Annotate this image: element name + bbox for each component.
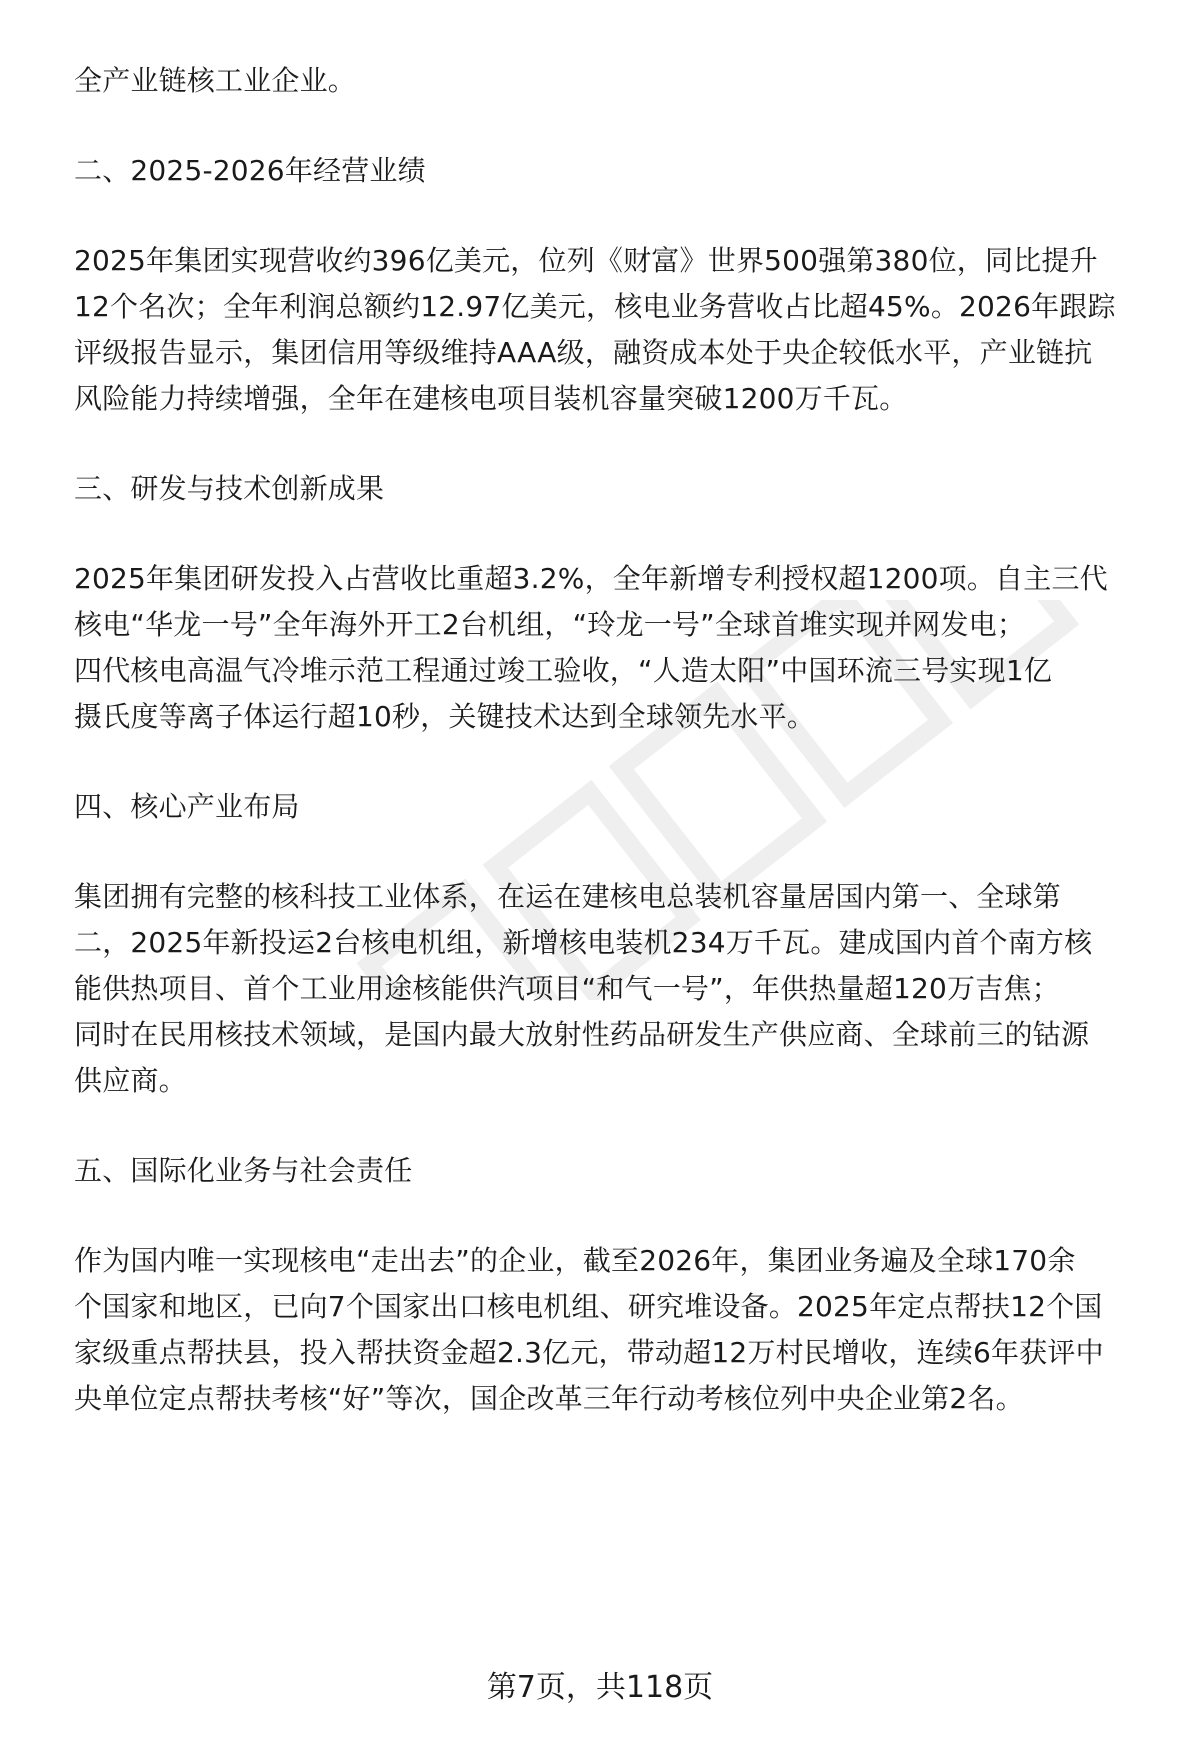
paragraph-line: 摄氏度等离子体运行超10秒，关键技术达到全球领先水平。	[74, 700, 816, 733]
section-heading: 三、研发与技术创新成果	[74, 472, 385, 505]
paragraph-line: 全产业链核工业企业。	[74, 64, 357, 97]
paragraph-line: 供应商。	[74, 1064, 187, 1097]
document-body	[74, 58, 1140, 1422]
paragraph	[74, 874, 1140, 1104]
paragraph-line: 风险能力持续增强，全年在建核电项目装机容量突破1200万千瓦。	[74, 382, 908, 415]
paragraph-line: 作为国内唯一实现核电“走出去”的企业，截至2026年，集团业务遍及全球170余	[74, 1244, 1076, 1277]
paragraph-line: 家级重点帮扶县，投入帮扶资金超2.3亿元，带动超12万村民增收，连续6年获评中	[74, 1336, 1104, 1369]
section-heading: 二、2025-2026年经营业绩	[74, 154, 426, 187]
paragraph-line: 2025年集团实现营收约396亿美元，位列《财富》世界500强第380位，同比提升	[74, 244, 1098, 277]
paragraph	[74, 238, 1140, 422]
paragraph-line: 能供热项目、首个工业用途核能供汽项目“和气一号”，年供热量超120万吉焦；	[74, 972, 1060, 1005]
paragraph-line: 核电“华龙一号”全年海外开工2台机组，“玲龙一号”全球首堆实现并网发电；	[74, 608, 1026, 641]
paragraph	[74, 1238, 1140, 1422]
section-heading: 五、国际化业务与社会责任	[74, 1154, 413, 1187]
paragraph-line: 同时在民用核技术领域，是国内最大放射性药品研发生产供应商、全球前三的钴源	[74, 1018, 1090, 1051]
paragraph	[74, 556, 1140, 740]
page-number: 第7页，共118页	[486, 1670, 714, 1705]
paragraph-line: 集团拥有完整的核科技工业体系，在运在建核电总装机容量居国内第一、全球第	[74, 880, 1062, 913]
paragraph-line: 评级报告显示，集团信用等级维持AAA级，融资成本处于央企较低水平，产业链抗	[74, 336, 1093, 369]
section-heading: 四、核心产业布局	[74, 790, 300, 823]
paragraph-line: 四代核电高温气冷堆示范工程通过竣工验收，“人造太阳”中国环流三号实现1亿	[74, 654, 1053, 687]
paragraph-line: 央单位定点帮扶考核“好”等次，国企改革三年行动考核位列中央企业第2名。	[74, 1382, 1024, 1415]
paragraph-line: 二，2025年新投运2台核电机组，新增核电装机234万千瓦。建成国内首个南方核	[74, 926, 1093, 959]
paragraph-line: 12个名次；全年利润总额约12.97亿美元，核电业务营收占比超45%。2026年跟踪	[74, 290, 1116, 323]
paragraph-line: 2025年集团研发投入占营收比重超3.2%，全年新增专利授权超1200项。自主三代	[74, 562, 1108, 595]
paragraph-line: 个国家和地区，已向7个国家出口核电机组、研究堆设备。2025年定点帮扶12个国	[74, 1290, 1103, 1323]
